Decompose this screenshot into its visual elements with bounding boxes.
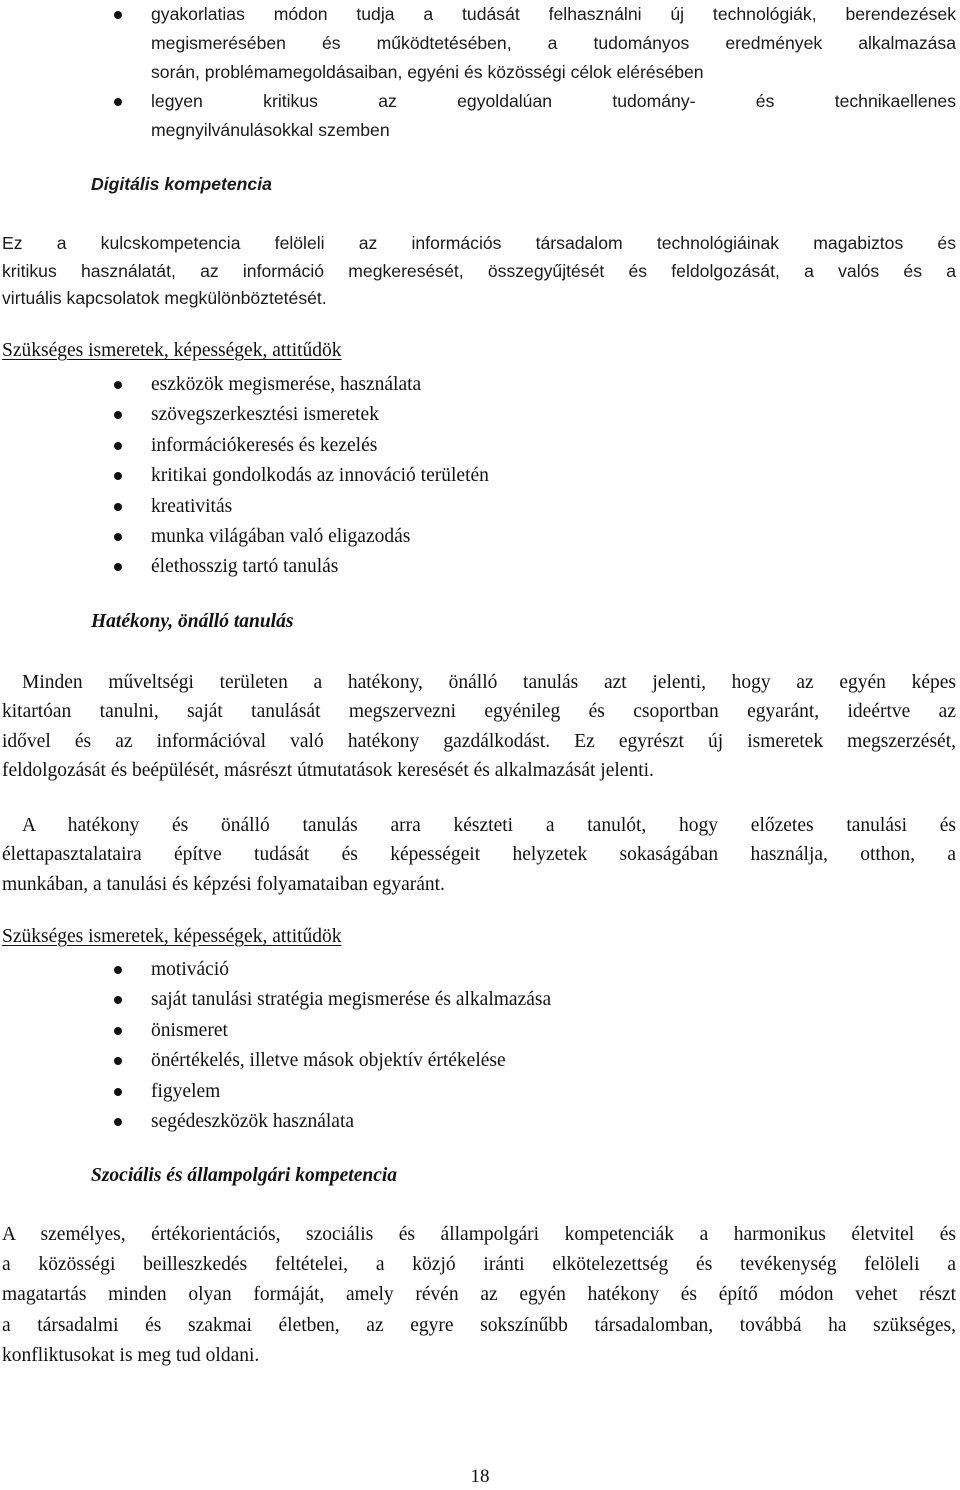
section-heading-digital: Digitális kompetencia — [91, 174, 272, 194]
subheading-skills-digital: Szükséges ismeretek, képességek, attitűdök — [2, 340, 342, 361]
bullet-icon — [114, 1057, 122, 1065]
digital-skills-list — [0, 370, 956, 583]
paragraph-line: A hatékony és önálló tanulás arra készteti a tanulót, hogy előzetes tanulási és — [22, 815, 956, 836]
paragraph-line: a közösségi beilleszkedés feltételei, a közjó iránti elkötelezettség és tevékenység felöleli a — [2, 1254, 956, 1276]
list-item: motiváció — [0, 955, 956, 985]
list-item: önismeret — [0, 1016, 956, 1046]
bullet-icon — [114, 563, 122, 571]
learning-skills-list — [0, 955, 956, 1137]
list-item: saját tanulási stratégia megismerése és alkalmazása — [0, 985, 956, 1015]
paragraph-line: virtuális kapcsolatok megkülönböztetését. — [2, 288, 327, 308]
list-item-line: gyakorlatias módon tudja a tudását felhasználni új technológiák, berendezések — [151, 4, 956, 24]
list-item — [0, 0, 956, 87]
list-item-line: megnyilvánulásokkal szemben — [151, 120, 390, 140]
list-item: kritikai gondolkodás az innováció területén — [0, 461, 956, 491]
list-item: önértékelés, illetve mások objektív értékelése — [0, 1046, 956, 1076]
social-paragraph — [2, 1220, 956, 1371]
bullet-icon — [114, 1118, 122, 1126]
list-item: élethosszig tartó tanulás — [0, 552, 956, 582]
list-item-line: legyen kritikus az egyoldalúan tudomány- és technikaellenes — [151, 91, 956, 111]
bullet-icon — [114, 472, 122, 480]
bullet-icon — [114, 98, 122, 106]
paragraph-line: konfliktusokat is meg tud oldani. — [2, 1344, 260, 1366]
paragraph-line: idővel és az információval való hatékony gazdálkodást. Ez egyrészt új ismeretek megszerzését, — [2, 730, 956, 752]
digital-paragraph — [2, 230, 956, 313]
paragraph-line: Minden műveltségi területen a hatékony, önálló tanulás azt jelenti, hogy az egyén képes — [22, 672, 956, 693]
paragraph-line: Ez a kulcskompetencia felöleli az információs társadalom technológiáinak magabiztos és — [2, 233, 956, 253]
list-item: figyelem — [0, 1077, 956, 1107]
paragraph-line: magatartás minden olyan formáját, amely révén az egyén hatékony és építő módon vehet részt — [2, 1284, 956, 1306]
bullet-icon — [114, 11, 122, 19]
bullet-icon — [114, 442, 122, 450]
list-item-line: megismerésében és működtetésében, a tudományos eredmények alkalmazása — [151, 33, 956, 53]
bullet-icon — [114, 966, 122, 974]
paragraph-line: A személyes, értékorientációs, szociális és állampolgári kompetenciák a harmonikus életvitel és — [2, 1224, 956, 1245]
section-heading-learning: Hatékony, önálló tanulás — [91, 611, 294, 632]
paragraph-line: kritikus használatát, az információ megkeresését, összegyűjtését és feldolgozását, a valós és a — [2, 260, 956, 281]
list-item: információkeresés és kezelés — [0, 431, 956, 461]
list-item: szövegszerkesztési ismeretek — [0, 400, 956, 430]
learning-paragraph-2 — [2, 811, 956, 899]
learning-paragraph-1 — [2, 668, 956, 785]
paragraph-line: munkában, a tanulási és képzési folyamataiban egyaránt. — [2, 873, 445, 895]
list-item — [0, 87, 956, 145]
bullet-icon — [114, 381, 122, 389]
list-item: segédeszközök használata — [0, 1107, 956, 1137]
paragraph-line: feldolgozását és beépülését, másrészt útmutatások keresését és alkalmazását jelenti. — [2, 759, 654, 781]
list-item: kreativitás — [0, 492, 956, 522]
section-heading-social: Szociális és állampolgári kompetencia — [91, 1165, 398, 1186]
bullet-icon — [114, 1088, 122, 1096]
subheading-skills-learning: Szükséges ismeretek, képességek, attitűdök — [2, 926, 342, 947]
bullet-icon — [114, 411, 122, 419]
page-number: 18 — [470, 1466, 490, 1487]
bullet-icon — [114, 503, 122, 511]
list-item: munka világában való eligazodás — [0, 522, 956, 552]
paragraph-line: a társadalmi és szakmai életben, az egyre sokszínűbb társadalomban, továbbá ha szükséges, — [2, 1314, 956, 1336]
list-item: eszközök megismerése, használata — [0, 370, 956, 400]
top-bullet-list — [0, 0, 956, 145]
bullet-icon — [114, 533, 122, 541]
bullet-icon — [114, 1027, 122, 1035]
list-item-line: során, problémamegoldásaiban, egyéni és közösségi célok elérésében — [151, 62, 704, 82]
paragraph-line: kitartóan tanulni, saját tanulását megszervezni egyénileg és csoportban egyaránt, ideértve az — [2, 701, 956, 723]
bullet-icon — [114, 996, 122, 1004]
paragraph-line: élettapasztalataira építve tudását és képességeit helyzetek sokaságában használja, otthon, a — [2, 844, 956, 866]
